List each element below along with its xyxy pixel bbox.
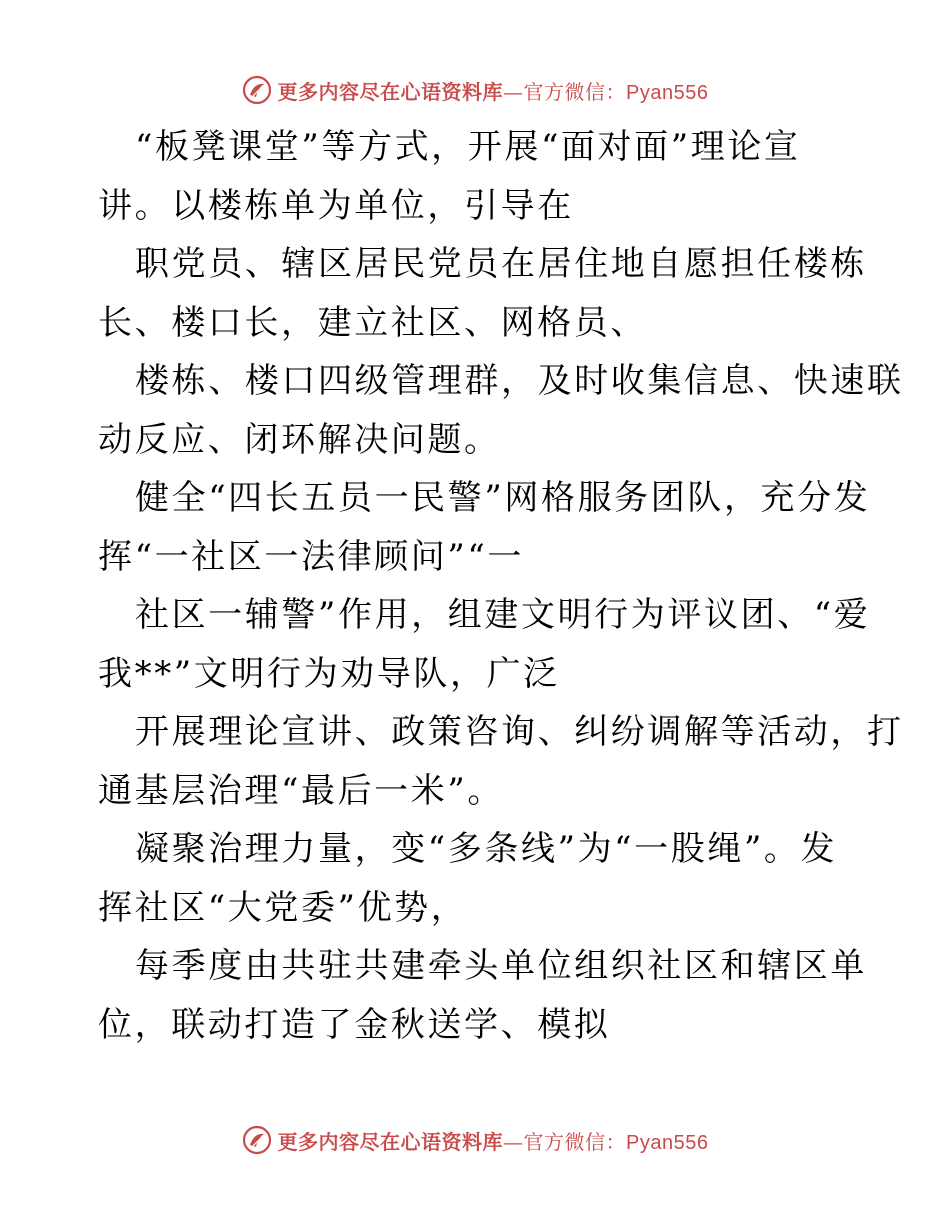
- text-line: 挥“一社区一法律顾问”“一: [98, 536, 524, 577]
- text-line: 长、楼口长，建立社区、网格员、: [98, 302, 647, 343]
- text-line: 我**”文明行为劝导队，广泛: [98, 653, 560, 694]
- seal-logo-icon: [242, 75, 272, 105]
- text-line: 动反应、闭环解决问题。: [98, 419, 501, 460]
- header-watermark: [0, 72, 950, 108]
- text-line: 职党员、辖区居民党员在居住地自愿担任楼栋: [135, 244, 867, 284]
- text-line: 凝聚治理力量，变“多条线”为“一股绳”。发: [135, 829, 838, 869]
- text-line: “板凳课堂”等方式，开展“面对面”理论宣: [135, 127, 801, 167]
- text-line: 社区一辅警”作用，组建文明行为评议团、“爱: [135, 595, 871, 635]
- text-line: 楼栋、楼口四级管理群，及时收集信息、快速联: [135, 361, 904, 401]
- text-line: 通基层治理“最后一米”。: [98, 770, 504, 811]
- text-line: 挥社区“大党委”优势，: [98, 887, 468, 928]
- text-line: 开展理论宣讲、政策咨询、纠纷调解等活动，打: [135, 712, 904, 752]
- watermark-text: 更多内容尽在心语资料库—官方微信：Pyan556: [277, 1129, 709, 1154]
- text-line: 讲。以楼栋单为单位，引导在: [98, 185, 574, 226]
- text-line: 位，联动打造了金秋送学、模拟: [98, 1004, 611, 1045]
- document-body: [98, 118, 904, 1054]
- text-line: 健全“四长五员一民警”网格服务团队，充分发: [135, 478, 871, 518]
- watermark-text: 更多内容尽在心语资料库—官方微信：Pyan556: [277, 79, 709, 104]
- footer-watermark: [0, 1122, 950, 1158]
- text-line: 每季度由共驻共建牵头单位组织社区和辖区单: [135, 946, 867, 986]
- seal-logo-icon: [242, 1125, 272, 1155]
